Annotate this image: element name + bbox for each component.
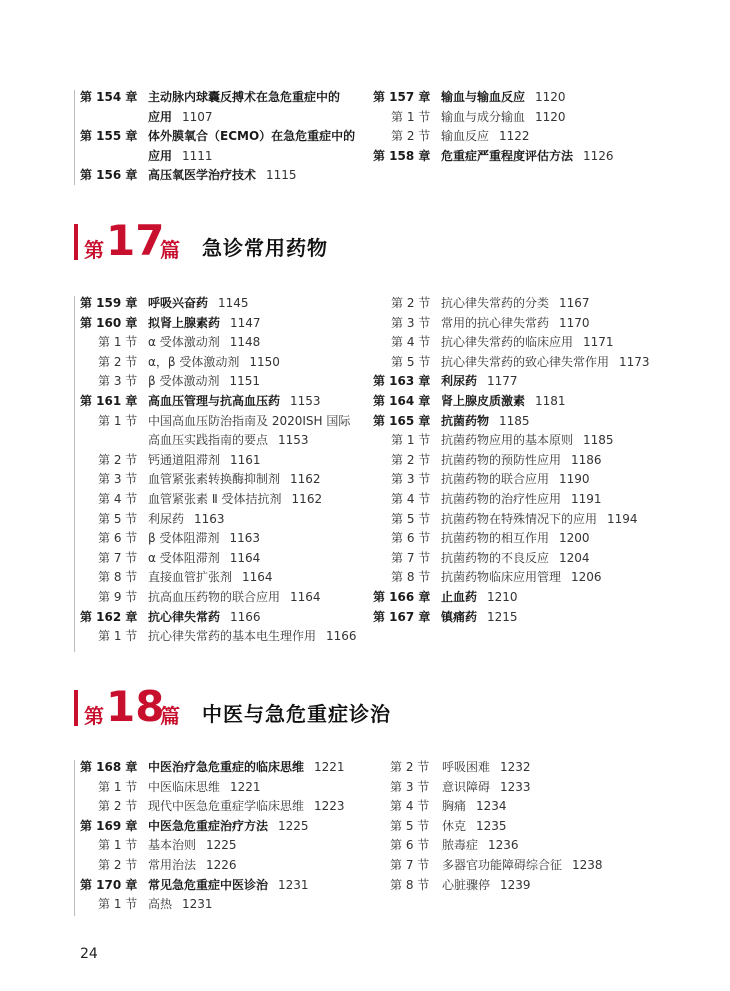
entry-page-number: 1164	[229, 550, 261, 565]
entry-page-number: 1115	[266, 168, 297, 183]
section-number: 第 1 节	[98, 838, 138, 853]
entry-title	[442, 878, 531, 892]
entry-title	[148, 799, 345, 813]
entry-title-text: 镇痛药	[441, 609, 478, 624]
entry-title-text: 体外膜氧合（ECMO）在急危重症中的	[148, 129, 356, 144]
entry-page-number: 1153	[290, 394, 321, 408]
entry-title	[441, 551, 590, 565]
entry-title-text: 抗菌药物的相互作用	[441, 531, 550, 546]
entry-page-number: 1153	[278, 433, 309, 448]
entry-title	[148, 168, 297, 182]
entry-title	[441, 110, 566, 124]
entry-title	[148, 472, 321, 486]
chapter-number: 第 155 章	[80, 129, 138, 144]
entry-title	[441, 374, 518, 388]
chapter-number: 第 159 章	[80, 296, 138, 310]
entry-title-text: 抗心律失常药的临床应用	[441, 335, 574, 350]
section-number: 第 5 节	[391, 511, 431, 526]
chapter-number: 第 170 章	[80, 877, 138, 892]
entry-title-text: 直接血管扩张剂	[148, 570, 233, 585]
entry-page-number: 1200	[559, 531, 590, 546]
entry-page-number: 1204	[559, 550, 590, 565]
entry-page-number: 1161	[230, 452, 261, 467]
entry-title-text: 意识障碍	[442, 779, 491, 794]
entry-title-text: 抗菌药物应用的基本原则	[441, 433, 574, 448]
entry-title-text: 抗心律失常药的分类	[441, 296, 550, 310]
chapter-number: 第 157 章	[373, 90, 431, 104]
section-number: 第 2 节	[98, 799, 138, 814]
chapter-number: 第 168 章	[80, 760, 138, 774]
part-title: 中医与急危重症诊治	[202, 702, 391, 726]
entry-title	[441, 335, 614, 349]
section-number: 第 1 节	[98, 779, 138, 794]
section-number: 第 8 节	[391, 570, 431, 585]
entry-title	[441, 394, 566, 408]
entry-title-text: 高热	[148, 897, 173, 912]
entry-page-number: 1166	[326, 629, 357, 644]
entry-page-number: 1235	[476, 818, 507, 833]
entry-title	[148, 414, 350, 428]
entry-title-text: 利尿药	[148, 511, 185, 526]
entry-title	[148, 335, 260, 349]
entry-page-number: 1170	[559, 315, 590, 330]
section-number: 第 8 节	[98, 570, 138, 585]
entry-title	[441, 472, 590, 486]
section-number: 第 6 节	[390, 838, 430, 853]
section-number: 第 1 节	[98, 897, 138, 912]
chapter-number: 第 167 章	[373, 609, 431, 624]
part-accent-bar	[74, 224, 78, 260]
entry-title	[442, 819, 507, 833]
entry-title-text: 脓毒症	[442, 838, 479, 853]
entry-title	[148, 819, 309, 833]
entry-page-number: 1145	[218, 296, 249, 310]
section-number: 第 3 节	[391, 472, 431, 487]
entry-title-text: 输血与输血反应	[441, 90, 526, 104]
entry-title-text: 抗菌药物在特殊情况下的应用	[441, 511, 598, 526]
entry-title-text: 拟肾上腺素药	[148, 315, 221, 330]
section-number: 第 5 节	[391, 354, 431, 369]
column-rule-left	[74, 760, 75, 916]
entry-page-number: 1171	[583, 335, 614, 350]
entry-title-text: 主动脉内球囊反搏术在急危重症中的	[148, 90, 341, 104]
entry-page-number: 1150	[249, 354, 280, 369]
section-number: 第 2 节	[390, 760, 430, 774]
part-number: 18	[106, 682, 165, 731]
entry-title	[441, 492, 602, 506]
part-number: 17	[106, 216, 165, 265]
chapter-number: 第 158 章	[373, 148, 431, 163]
entry-title	[148, 570, 273, 584]
section-number: 第 3 节	[390, 779, 430, 794]
section-number: 第 5 节	[98, 511, 138, 526]
entry-title	[442, 838, 519, 852]
chapter-number: 第 164 章	[373, 394, 431, 408]
entry-title-text: α，β 受体激动剂	[148, 354, 240, 369]
entry-title	[148, 394, 321, 408]
entry-title	[441, 590, 518, 604]
entry-page-number: 1223	[314, 799, 345, 814]
entry-page-number: 1181	[535, 394, 566, 408]
entry-title-text: 利尿药	[441, 374, 478, 389]
entry-page-number: 1186	[571, 452, 602, 467]
entry-title-text: 休克	[442, 818, 467, 833]
entry-page-number: 1232	[500, 760, 531, 774]
entry-title	[148, 629, 357, 643]
part-suffix: 篇	[160, 704, 180, 728]
entry-page-number: 1166	[230, 609, 261, 624]
entry-title	[441, 453, 602, 467]
entry-page-number: 1120	[535, 90, 566, 104]
entry-title-text: 中医治疗急危重症的临床思维	[148, 760, 305, 774]
section-number: 第 7 节	[391, 550, 431, 565]
entry-page-number: 1177	[487, 374, 518, 389]
section-number: 第 7 节	[98, 550, 138, 565]
entry-title-text: α 受体阻滞剂	[148, 550, 220, 565]
entry-page-number: 1221	[230, 779, 261, 794]
column-rule-left	[74, 90, 75, 185]
entry-title	[148, 296, 249, 310]
entry-title	[148, 780, 261, 794]
entry-page-number: 1210	[487, 590, 518, 604]
entry-title	[148, 355, 280, 369]
entry-title	[442, 780, 531, 794]
entry-page-number: 1120	[535, 109, 566, 124]
entry-title-text: 常用的抗心律失常药	[441, 315, 550, 330]
entry-page-number: 1162	[290, 472, 321, 487]
entry-title-text: 止血药	[441, 590, 478, 604]
section-number: 第 1 节	[391, 109, 431, 124]
part-17-header	[74, 218, 474, 266]
entry-title	[148, 838, 237, 852]
section-number: 第 2 节	[391, 296, 431, 310]
entry-page-number: 1163	[229, 531, 261, 546]
entry-page-number: 1162	[291, 492, 323, 506]
entry-title	[441, 531, 590, 545]
entry-page-number: 1167	[559, 296, 590, 310]
entry-title	[441, 296, 590, 310]
entry-title-text: 呼吸困难	[442, 760, 491, 774]
part-title: 急诊常用药物	[202, 236, 328, 260]
entry-title	[148, 433, 309, 447]
entry-page-number: 1164	[242, 570, 273, 585]
entry-title-text: 抗心律失常药	[148, 609, 221, 624]
entry-page-number: 1164	[290, 590, 321, 604]
section-number: 第 7 节	[390, 858, 430, 872]
entry-page-number: 1234	[476, 799, 507, 814]
section-number: 第 4 节	[391, 492, 431, 506]
chapter-number: 第 163 章	[373, 374, 431, 389]
entry-title	[148, 90, 340, 104]
entry-title	[148, 610, 261, 624]
entry-title-text: 呼吸兴奋药	[148, 296, 209, 310]
section-number: 第 1 节	[391, 433, 431, 448]
entry-title	[442, 799, 507, 813]
entry-page-number: 1206	[571, 570, 602, 585]
entry-page-number: 1215	[487, 609, 518, 624]
entry-title-text: 抗菌药物的联合应用	[441, 472, 550, 487]
entry-page-number: 1225	[278, 818, 309, 833]
entry-title	[442, 760, 531, 774]
entry-title	[148, 149, 213, 163]
section-number: 第 3 节	[98, 374, 138, 389]
section-number: 第 4 节	[390, 799, 430, 814]
entry-title	[148, 129, 355, 143]
section-number: 第 9 节	[98, 590, 138, 604]
entry-title	[441, 129, 530, 143]
entry-page-number: 1126	[583, 148, 614, 163]
entry-title-text: 胸痛	[442, 799, 467, 814]
entry-title	[441, 149, 614, 163]
entry-title-text: 抗菌药物的不良反应	[441, 550, 550, 565]
section-number: 第 1 节	[98, 335, 138, 350]
entry-title-text: 常用治法	[148, 858, 197, 872]
entry-title-text: 应用	[148, 148, 173, 163]
chapter-number: 第 166 章	[373, 590, 431, 604]
column-rule-left	[74, 296, 75, 652]
entry-page-number: 1122	[499, 129, 530, 144]
entry-page-number: 1238	[572, 858, 603, 872]
entry-page-number: 1111	[182, 148, 213, 163]
entry-page-number: 1221	[314, 760, 345, 774]
entry-title	[148, 110, 213, 124]
part-prefix: 第	[84, 704, 104, 728]
entry-title	[148, 316, 261, 330]
entry-title-text: 输血反应	[441, 129, 490, 144]
chapter-number: 第 160 章	[80, 315, 138, 330]
section-number: 第 1 节	[98, 413, 138, 428]
section-number: 第 4 节	[391, 335, 431, 350]
entry-title-text: 血管紧张素转换酶抑制剂	[148, 472, 281, 487]
section-number: 第 2 节	[391, 129, 431, 144]
part-accent-bar	[74, 690, 78, 726]
entry-title-text: 常见急危重症中医诊治	[148, 877, 269, 892]
entry-page-number: 1151	[229, 374, 261, 389]
section-number: 第 2 节	[391, 452, 431, 467]
entry-title	[148, 551, 260, 565]
entry-title	[442, 858, 603, 872]
entry-page-number: 1233	[500, 779, 531, 794]
chapter-number: 第 169 章	[80, 818, 138, 833]
entry-title	[441, 570, 602, 584]
section-number: 第 3 节	[391, 315, 431, 330]
entry-title-text: 心脏骤停	[442, 877, 491, 892]
entry-title-text: β 受体激动剂	[148, 374, 220, 389]
entry-page-number: 1147	[230, 315, 261, 330]
section-number: 第 2 节	[98, 858, 138, 872]
part-suffix: 篇	[160, 238, 180, 262]
entry-title-text: 基本治则	[148, 838, 197, 853]
chapter-number: 第 154 章	[80, 90, 138, 104]
entry-page-number: 1148	[229, 335, 261, 350]
entry-page-number: 1231	[182, 897, 213, 912]
section-number: 第 3 节	[98, 472, 138, 487]
section-number: 第 8 节	[390, 877, 430, 892]
entry-title	[441, 316, 590, 330]
entry-title	[441, 433, 614, 447]
entry-title	[148, 897, 213, 911]
entry-title-text: 高血压实践指南的要点	[148, 433, 269, 448]
entry-title	[441, 355, 650, 369]
entry-title	[441, 90, 566, 104]
section-number: 第 6 节	[391, 531, 431, 546]
entry-title	[148, 858, 237, 872]
entry-title-text: 多器官功能障碍综合征	[442, 858, 563, 872]
entry-title-text: 抗菌药物	[441, 413, 490, 428]
entry-title	[148, 878, 309, 892]
entry-page-number: 1226	[206, 858, 237, 872]
chapter-number: 第 162 章	[80, 609, 138, 624]
entry-title-text: 高压氧医学治疗技术	[148, 168, 257, 183]
section-number: 第 5 节	[390, 818, 430, 833]
entry-title-text: 中医临床思维	[148, 779, 221, 794]
entry-title-text: α 受体激动剂	[148, 335, 220, 350]
entry-title	[148, 492, 322, 506]
entry-title-text: 抗菌药物临床应用管理	[441, 570, 562, 585]
entry-page-number: 1185	[583, 433, 614, 448]
part-prefix: 第	[84, 238, 104, 262]
entry-title-text: 输血与成分输血	[441, 109, 526, 124]
entry-title	[441, 610, 518, 624]
entry-title	[148, 590, 321, 604]
entry-title-text: 肾上腺皮质激素	[441, 394, 526, 408]
entry-title-text: 抗心律失常药的基本电生理作用	[148, 629, 317, 644]
entry-page-number: 1163	[194, 511, 225, 526]
entry-title	[148, 531, 260, 545]
entry-title-text: 抗高血压药物的联合应用	[148, 590, 281, 604]
entry-title-text: 中国高血压防治指南及 2020ISH 国际	[148, 413, 351, 428]
entry-title	[148, 512, 225, 526]
entry-title-text: 抗菌药物的治疗性应用	[441, 492, 562, 506]
section-number: 第 2 节	[98, 452, 138, 467]
entry-title-text: 血管紧张素 Ⅱ 受体拮抗剂	[148, 492, 282, 506]
entry-title-text: 中医急危重症治疗方法	[148, 818, 269, 833]
entry-title	[148, 760, 345, 774]
part-18-header	[74, 684, 474, 732]
entry-title	[441, 512, 638, 526]
entry-title-text: 高血压管理与抗高血压药	[148, 394, 281, 408]
chapter-number: 第 165 章	[373, 413, 431, 428]
section-number: 第 1 节	[98, 629, 138, 644]
entry-page-number: 1185	[499, 413, 530, 428]
entry-title-text: 抗心律失常药的致心律失常作用	[441, 354, 610, 369]
entry-title-text: 现代中医急危重症学临床思维	[148, 799, 305, 814]
entry-title-text: 抗菌药物的预防性应用	[441, 452, 562, 467]
chapter-number: 第 156 章	[80, 168, 138, 183]
entry-page-number: 1231	[278, 877, 309, 892]
entry-title-text: β 受体阻滞剂	[148, 531, 220, 546]
entry-title	[148, 453, 261, 467]
entry-page-number: 1236	[488, 838, 519, 853]
entry-title	[148, 374, 260, 388]
entry-page-number: 1191	[571, 492, 602, 506]
section-number: 第 2 节	[98, 354, 138, 369]
entry-page-number: 1173	[619, 354, 650, 369]
entry-page-number: 1107	[182, 109, 213, 124]
entry-title-text: 钙通道阻滞剂	[148, 452, 221, 467]
chapter-number: 第 161 章	[80, 394, 138, 408]
entry-title	[441, 414, 530, 428]
entry-page-number: 1225	[206, 838, 237, 853]
entry-page-number: 1194	[607, 511, 638, 526]
section-number: 第 4 节	[98, 492, 138, 506]
entry-page-number: 1239	[500, 877, 531, 892]
entry-title-text: 危重症严重程度评估方法	[441, 148, 574, 163]
page-number: 24	[80, 946, 98, 962]
section-number: 第 6 节	[98, 531, 138, 546]
entry-page-number: 1190	[559, 472, 590, 487]
entry-title-text: 应用	[148, 109, 173, 124]
